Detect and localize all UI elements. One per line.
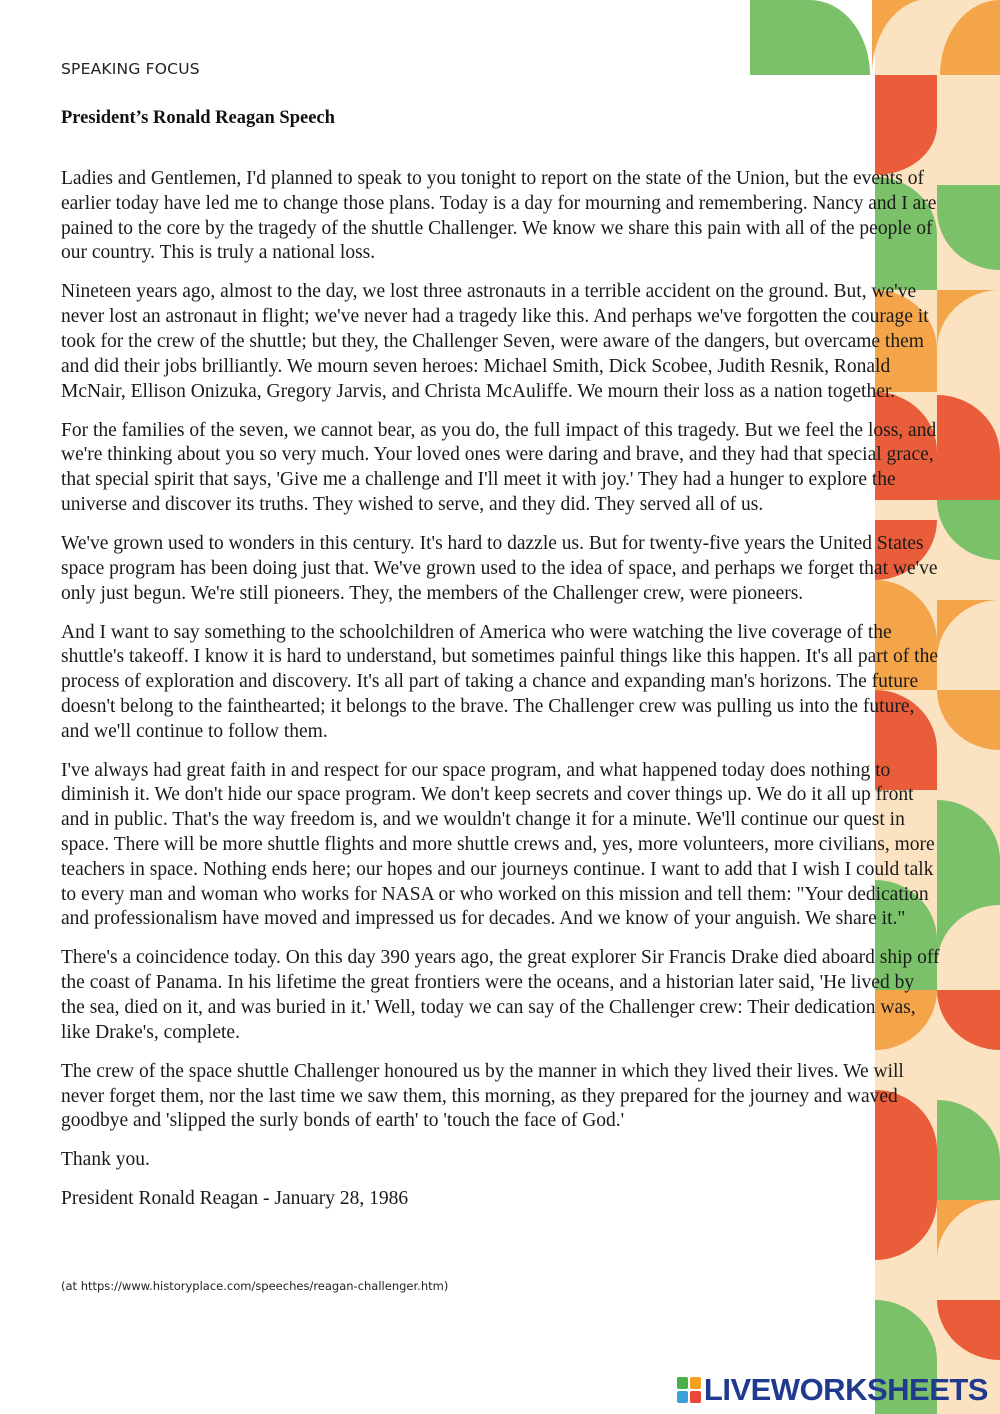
speech-paragraph: And I want to say something to the schoolchildren of America who were watching the live coverage of the shuttle's takeoff. I know it is hard to understand, but sometimes painful things like this happen. It's all part of the process of exploration and discovery. It's all part of taking a chance and expanding man's horizons. The future doesn't belong to the fainthearted; it belongs to the brave. The Challenger crew was pulling us into the future, and we'll continue to follow them.	[61, 621, 938, 742]
speech-paragraph: Nineteen years ago, almost to the day, we lost three astronauts in a terrible accident on the ground. But, we've never lost an astronaut in flight; we've never had a tragedy like this. And perhaps we've forgotten the courage it took for the crew of the shuttle; but they, the Challenger Seven, were aware of the dangers, but overcame them and did their jobs brilliantly. We mourn seven heroes: Michael Smith, Dick Scobee, Judith Resnik, Ronald McNair, Ellison Onizuka, Gregory Jarvis, and Christa McAuliffe. We mourn their loss as a nation together.	[61, 281, 929, 402]
speech-paragraph: We've grown used to wonders in this century. It's hard to dazzle us. But for twenty-five years the United States space program has been doing just that. We've grown used to the idea of space, and perhaps we forget that we've only just begun. We're still pioneers. They, the members of the Challenger crew, were pioneers.	[61, 532, 938, 604]
speech-paragraph: There's a coincidence today. On this day 390 years ago, the great explorer Sir Francis Drake died aboard ship off the coast of Panama. In his lifetime the great frontiers were the oceans, and a historian later said, 'He lived by the sea, died on it, and was buried in it.' Well, today we can say of the Challenger crew: Their dedication was, like Drake's, complete.	[61, 947, 940, 1043]
source-citation: (at https://www.historyplace.com/speeches/reagan-challenger.htm)	[61, 1279, 449, 1293]
page-title: President’s Ronald Reagan Speech	[61, 108, 335, 128]
speech-paragraph: The crew of the space shuttle Challenger honoured us by the manner in which they lived their lives. We will never forget them, nor the last time we saw them, this morning, as they prepared for the journey and waved goodbye and 'slipped the surly bonds of earth' to 'touch the face of God.'	[61, 1060, 904, 1132]
brand-name: LIVEWORKSHEETS	[703, 1372, 988, 1407]
speech-closing: Thank you.	[61, 1149, 150, 1171]
speech-paragraph: For the families of the seven, we cannot bear, as you do, the full impact of this tragedy. But we feel the loss, and we're thinking about you so very much. Your loved ones were daring and brave, and they had that special grace, that special spirit that says, 'Give me a challenge and I'll meet it with joy.' They had a hunger to explore the universe and discover its truths. They wished to serve, and they did. They served all of us.	[61, 419, 937, 515]
liveworksheets-logo[interactable]	[677, 1373, 988, 1407]
section-label: SPEAKING FOCUS	[61, 60, 200, 78]
speech-attribution: President Ronald Reagan - January 28, 1986	[61, 1188, 409, 1210]
speech-paragraph: I've always had great faith in and respect for our space program, and what happened today does nothing to diminish it. We don't hide our space program. We don't keep secrets and cover things up. We do it all up front and in public. That's the way freedom is, and we wouldn't change it for a minute. We'll continue our quest in space. There will be more shuttle flights and more shuttle crews and, yes, more volunteers, more civilians, more teachers in space. Nothing ends here; our hopes and our journeys continue. I want to add that I wish I could talk to every man and woman who works for NASA or who worked on this mission and tell them: "Your dedication and professionalism have moved and impressed us for decades. And we know of your anguish. We share it."	[61, 759, 935, 930]
liveworksheets-mark-icon	[677, 1377, 701, 1403]
speech-paragraph: Ladies and Gentlemen, I'd planned to speak to you tonight to report on the state of the Union, but the events of earlier today have led me to change those plans. Today is a day for mourning and remembering. Nancy and I are pained to the core by the tragedy of the shuttle Challenger. We know we share this pain with all of the people of our country. This is truly a national loss.	[61, 168, 937, 264]
speech-text	[61, 167, 941, 1226]
